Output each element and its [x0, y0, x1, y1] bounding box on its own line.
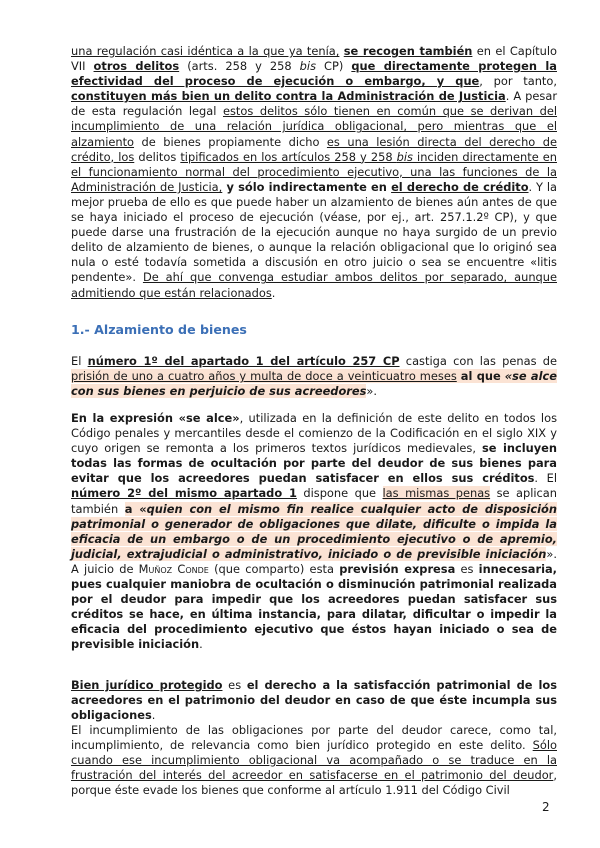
- text-run: se recogen también: [343, 44, 473, 58]
- text-run: «se alce con sus bienes en perjuicio de sus acreedores: [71, 369, 558, 399]
- text-run: (arts. 258 y 258: [179, 59, 300, 74]
- text-run: el derecho a la satisfacción patrimonial de los acreedores en el patrimonio del deudor en caso de que éste incumpla sus obligaciones: [71, 678, 558, 723]
- text-run: onde: [185, 561, 209, 576]
- text-run: estos delitos sólo tienen en común que se derivan del incumplimiento de una relación jurídica obligacional, pero mientras que el alzamiento: [71, 104, 558, 149]
- text-run: constituyen más bien un delito contra la Administración de Justicia: [71, 89, 506, 104]
- text-run: . El: [534, 471, 557, 486]
- paragraph-bien-juridico: [71, 678, 557, 723]
- text-run: bis: [299, 59, 317, 74]
- text-run: una regulación casi idéntica a la que ya tenía,: [71, 44, 340, 58]
- text-run: ».: [366, 384, 377, 399]
- text-run: , por tanto,: [479, 74, 557, 89]
- text-run: El incumplimiento de las obligaciones por parte del deudor carece, como tal, incumplimiento, de relevancia como bien jurídico protegido en este delito.: [71, 723, 557, 753]
- text-run: prisión de uno a cuatro años y multa de doce a veinticuatro meses: [71, 369, 457, 384]
- text-run: bis: [396, 149, 413, 164]
- text-run: a «: [124, 501, 147, 516]
- paragraph-incumplimiento: [71, 723, 557, 798]
- text-run: otros delitos: [93, 59, 180, 74]
- text-run: . A pesar de esta regulación legal: [71, 89, 557, 119]
- text-run: En la expresión «se alce»: [71, 411, 240, 425]
- text-run: las mismas penas: [382, 486, 491, 501]
- text-run: tipificados en los artículos 258 y 258: [180, 149, 397, 164]
- text-run: es una lesión directa del derecho de crédito, los: [71, 134, 557, 164]
- text-run: .: [271, 285, 276, 300]
- text-run: que directamente protegen la efectividad del proceso de ejecución o embargo, y que: [71, 59, 557, 89]
- text-run: de bienes propiamente dicho: [134, 134, 327, 149]
- text-run: El: [71, 354, 88, 368]
- text-run: (que comparto) esta: [208, 561, 340, 576]
- text-run: en el Capítulo VII: [71, 44, 557, 74]
- text-run: es: [455, 561, 479, 576]
- paragraph-se-alce: [71, 411, 557, 653]
- text-run: al que: [460, 369, 501, 384]
- text-run: castiga con las penas de: [399, 354, 558, 368]
- text-run: uñoz: [148, 561, 173, 576]
- text-run: inciden directamente en el funcionamiento normal del procedimiento ejecutivo, una las funciones de la Administración de Justicia,: [71, 149, 557, 194]
- page-number: 2: [542, 800, 550, 814]
- text-run: innecesaria, pues cualquier maniobra de ocultación o disminución patrimonial realizada por el deudor para impedir que los acreedores puedan satisfacer sus créditos se hace, en última instancia, para dilatar, dificultar o impedir la eficacia del procedimiento ejecutivo que éstos hayan iniciado o sea de previsible iniciación: [71, 561, 557, 652]
- text-run: De ahí que convenga estudiar ambos delitos por separado, aunque admitiendo que están relacionados: [71, 270, 557, 300]
- text-run: y sólo indirectamente en: [222, 179, 392, 194]
- text-run: .: [199, 637, 203, 652]
- text-run: Sólo cuando ese incumplimiento obligacional va acompañado o se traduce en la frustración del interés del acreedor en satisfacerse en el patrimonio del deudor: [71, 738, 557, 783]
- text-run: se aplican también: [71, 486, 557, 516]
- text-run: , utilizada en la definición de este delito en todos los Código penales y mercantiles desde el comienzo de la Codificación en el siglo XIX y cuyo origen se remonta a los primeros textos jurídicos medievales,: [71, 411, 557, 456]
- text-run: quien con el mismo fin realice cualquier acto de disposición patrimonial o generador de obligaciones que dilate, dificulte o impida la eficacia de un embargo o de un procedimiento ejecutivo o de apremio, judicial, extrajudicial o administrativo, iniciado o de previsible iniciación: [71, 501, 557, 561]
- paragraph-article-257: [71, 354, 557, 399]
- text-run: . Y la mejor prueba de ello es que puede haber un alzamiento de bienes aún antes de que se haya iniciado el proceso de ejecución (véase, por ej., art. 257.1.2º CP), y que puede darse una frustración de la ejecución aunque no haya surgido de un previo delito de alzamiento de bienes, o aunque la relación obligacional que lo originó sea nula o esté todavía sometida a discusión en otro juicio o sea se encuentre «litis pendente».: [71, 179, 557, 285]
- text-run: delitos: [134, 149, 181, 164]
- text-run: , porque éste evade los bienes que conforme al artículo 1.911 del Código Civil: [71, 768, 557, 798]
- paragraph-intro: [71, 44, 557, 301]
- section-heading: 1.- Alzamiento de bienes: [71, 322, 247, 337]
- text-run: dispone que: [296, 486, 383, 501]
- text-run: es: [222, 678, 247, 692]
- text-run: previsión expresa: [339, 561, 456, 576]
- text-run: número 1º del apartado 1 del artículo 257 CP: [87, 354, 400, 368]
- text-run: se incluyen todas las formas de ocultación por parte del deudor de sus bienes para evitar que los acreedores puedan satisfacer en ellos sus créditos: [71, 441, 557, 486]
- text-run: .: [151, 708, 156, 723]
- text-run: ». A juicio de M: [71, 546, 557, 576]
- text-run: Bien jurídico protegido: [71, 678, 223, 692]
- text-run: C: [172, 561, 186, 576]
- text-run: el derecho de crédito: [391, 179, 529, 194]
- text-run: número 2º del mismo apartado 1: [71, 486, 297, 501]
- text-run: CP): [316, 59, 352, 74]
